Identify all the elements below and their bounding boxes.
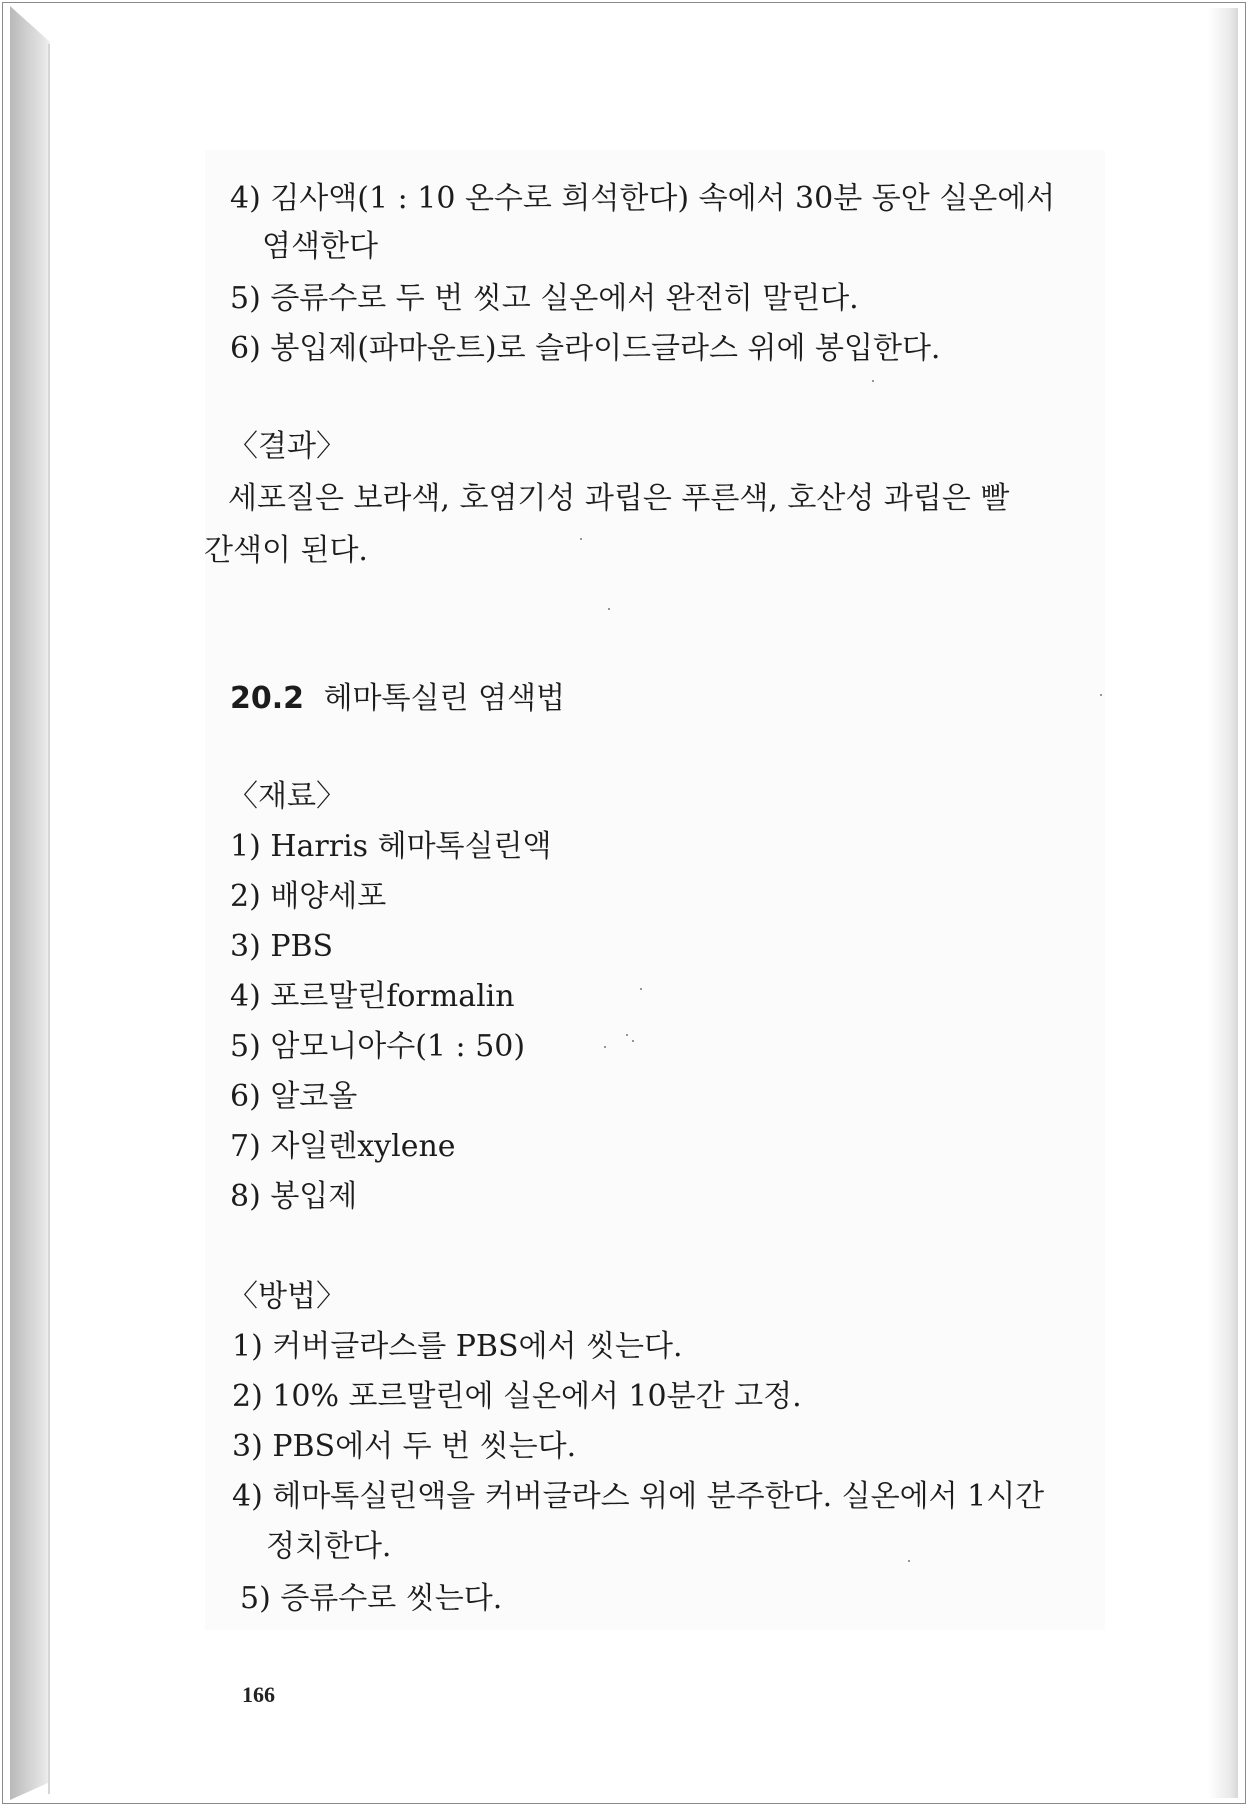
method-step-1: 1) 커버글라스를 PBS에서 씻는다. <box>232 1329 683 1364</box>
materials-item-4: 4) 포르말린formalin <box>230 979 515 1014</box>
prev-step-5: 5) 증류수로 두 번 씻고 실온에서 완전히 말린다. <box>230 281 859 316</box>
result-heading: 〈결과〉 <box>228 429 346 464</box>
materials-item-5: 5) 암모니아수(1 : 50) <box>230 1029 526 1064</box>
section-number: 20.2 <box>230 681 305 716</box>
prev-step-4-continued: 염색한다 <box>262 229 378 264</box>
scan-speck <box>1100 694 1102 696</box>
scan-speck <box>604 1046 606 1048</box>
result-line-2: 간색이 된다. <box>204 533 368 568</box>
prev-step-6: 6) 봉입제(파마운트)로 슬라이드글라스 위에 봉입한다. <box>230 331 941 366</box>
section-heading <box>230 681 565 716</box>
method-step-3: 3) PBS에서 두 번 씻는다. <box>232 1429 577 1464</box>
materials-item-8: 8) 봉입제 <box>230 1179 358 1214</box>
materials-item-2: 2) 배양세포 <box>230 879 387 914</box>
page-edge-shadow <box>1208 8 1238 1798</box>
scan-speck <box>580 538 582 540</box>
materials-heading: 〈재료〉 <box>228 779 346 814</box>
materials-item-3: 3) PBS <box>230 929 334 964</box>
method-step-4-continued: 정치한다. <box>266 1529 392 1564</box>
scan-speck <box>608 608 610 610</box>
result-line-1: 세포질은 보라색, 호염기성 과립은 푸른색, 호산성 과립은 빨 <box>228 481 1010 516</box>
book-spine <box>10 6 50 1800</box>
materials-item-1: 1) Harris 헤마톡실린액 <box>230 829 552 864</box>
materials-item-7: 7) 자일렌xylene <box>230 1129 456 1164</box>
method-step-4: 4) 헤마톡실린액을 커버글라스 위에 분주한다. 실온에서 1시간 <box>232 1479 1045 1514</box>
scan-speck <box>632 1040 634 1042</box>
method-heading: 〈방법〉 <box>228 1279 346 1314</box>
scan-speck <box>872 380 874 382</box>
method-step-5: 5) 증류수로 씻는다. <box>240 1581 503 1616</box>
scan-speck <box>626 1034 628 1036</box>
materials-item-6: 6) 알코올 <box>230 1079 358 1114</box>
scan-speck <box>908 1560 910 1562</box>
section-title: 헤마톡실린 염색법 <box>323 681 565 716</box>
scan-speck <box>640 988 642 990</box>
prev-step-4: 4) 김사액(1 : 10 온수로 희석한다) 속에서 30분 동안 실온에서 <box>230 181 1056 216</box>
page-number: 166 <box>242 1682 275 1707</box>
method-step-2: 2) 10% 포르말린에 실온에서 10분간 고정. <box>232 1379 802 1414</box>
